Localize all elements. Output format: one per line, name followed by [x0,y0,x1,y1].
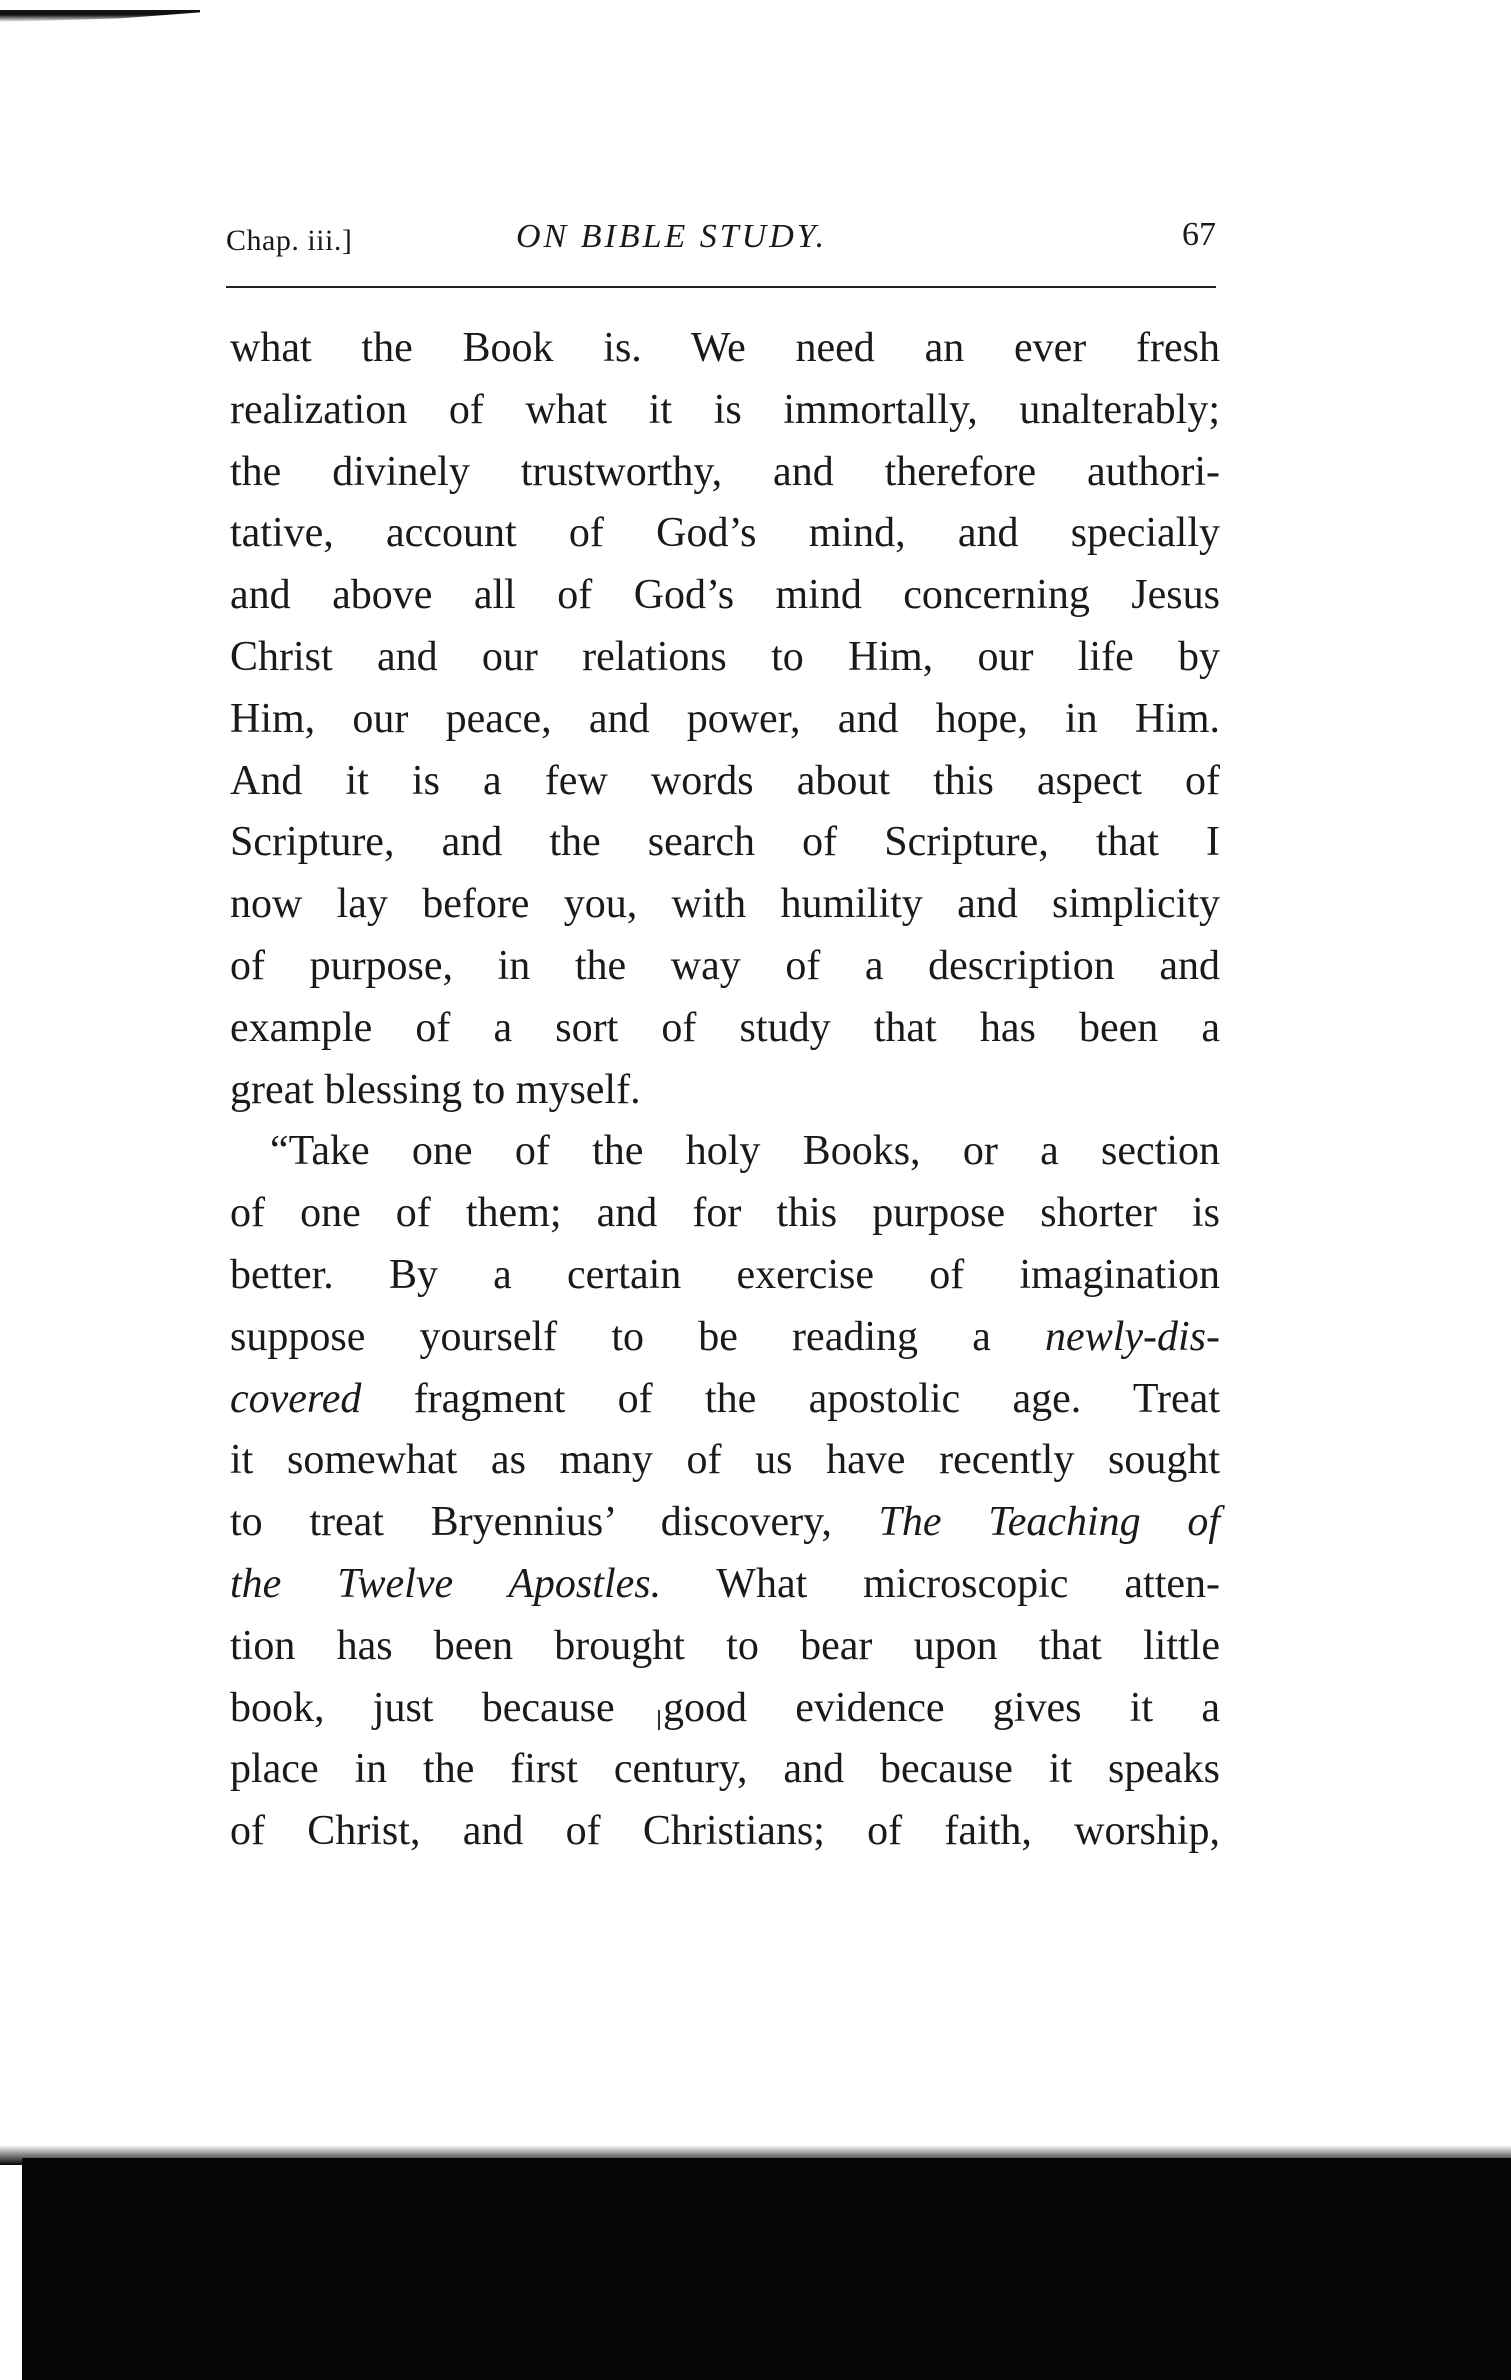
text-line: Christ and our relations to Him, our life by [230,633,1220,680]
text-line: now lay before you, with humility and simplicity [230,881,1220,928]
text-line: and above all of God’s mind concerning Jesus [230,572,1220,619]
text-run: suppose yourself to be reading a [230,1313,991,1360]
running-header [226,208,1216,268]
text-line: great blessing to myself. [230,1066,641,1113]
text-line: of one of them; and for this purpose shorter is [230,1190,1220,1237]
text-line: realization of what it is immortally, unalterably; [230,386,1220,433]
text-line [230,1307,1220,1369]
text-run: What microscopic atten- [716,1560,1220,1607]
text-line: what the Book is. We need an ever fresh [230,325,1220,371]
text-line: of purpose, in the way of a description and [230,942,1220,989]
text-line: better. By a certain exercise of imagination [230,1251,1220,1298]
text-line: of Christ, and of Christians; of faith, worship, [230,1808,1220,1855]
text-line: example of a sort of study that has been a [230,1004,1220,1051]
text-line: Scripture, and the search of Scripture, that I [230,819,1220,866]
text-line: book, just because good evidence gives it a [230,1684,1220,1731]
header-rule [226,286,1216,288]
running-title: ON BIBLE STUDY. [516,218,828,255]
text-line: Him, our peace, and power, and hope, in Him. [230,695,1220,742]
text-line: place in the first century, and because it speaks [230,1746,1220,1793]
text-line: the divinely trustworthy, and therefore authori- [230,448,1220,495]
text-line [230,1369,1220,1431]
scan-artifact-bottom [22,2158,1511,2380]
scan-artifact-top [0,10,200,22]
italic-run: covered [230,1375,362,1422]
text-line: And it is a few words about this aspect of [230,757,1220,804]
text-line: “Take one of the holy Books, or a section [270,1128,1220,1175]
italic-run: newly-dis- [1045,1313,1220,1360]
text-line: tative, account of God’s mind, and specially [230,510,1220,557]
text-run: to treat Bryennius’ discovery, [230,1499,832,1546]
text-line [230,1554,1220,1616]
text-run: fragment of the apostolic age. Treat [413,1375,1220,1422]
page-number: 67 [1182,216,1216,253]
italic-run: the Twelve Apostles. [230,1560,662,1607]
text-line [230,1492,1220,1554]
chapter-label: Chap. iii.] [226,224,353,257]
italic-run: The Teaching of [878,1499,1221,1546]
body-text [230,318,1220,1863]
text-line: tion has been brought to bear upon that little [230,1622,1220,1669]
text-line: it somewhat as many of us have recently sought [230,1437,1220,1484]
